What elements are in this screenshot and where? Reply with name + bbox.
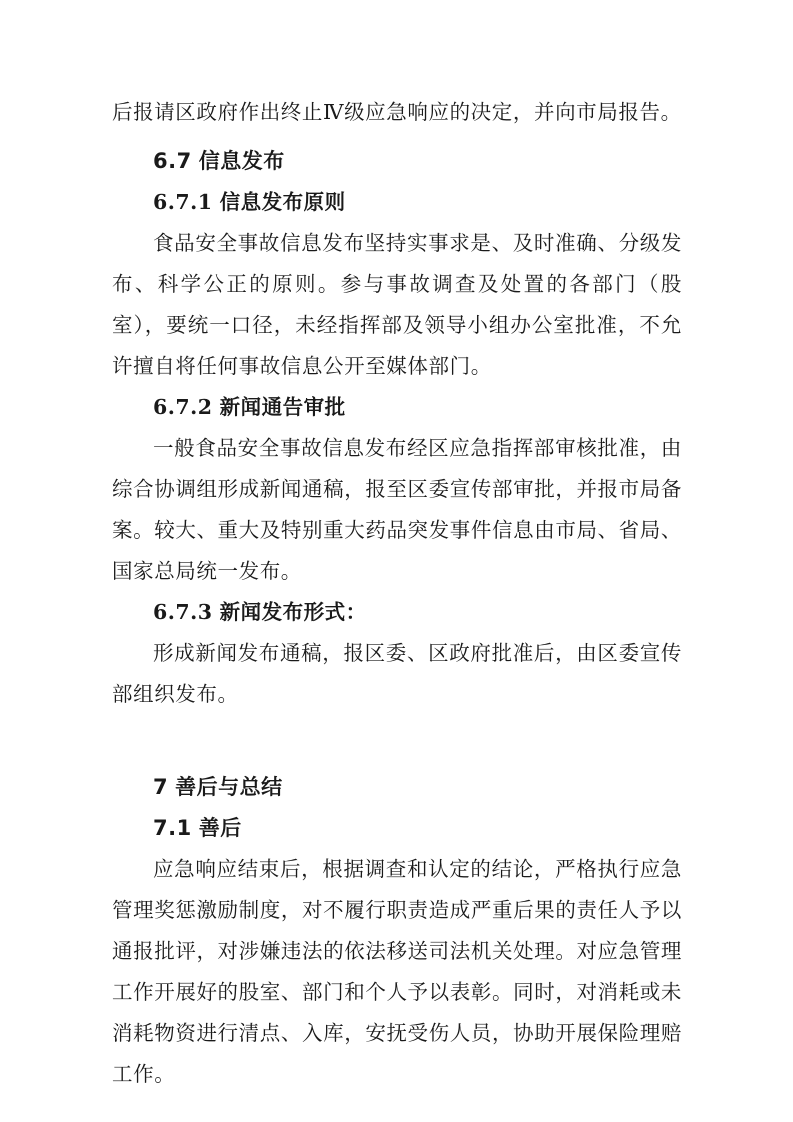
paragraph-continuation: 后报请区政府作出终止Ⅳ级应急响应的决定，并向市局报告。 xyxy=(112,100,682,124)
document-body xyxy=(112,92,682,1095)
heading-number: 6.7.3 xyxy=(153,600,213,624)
heading-number: 6.7.1 xyxy=(153,190,213,214)
paragraph-press-release-forms: 形成新闻发布通稿，报区委、区政府批准后，由区委宣传部组织发布。 xyxy=(112,641,682,706)
heading-text: 新闻通告审批 xyxy=(219,395,346,419)
heading-text: 善后与总结 xyxy=(175,775,283,799)
paragraph-press-release-approval: 一般食品安全事故信息发布经区应急指挥部审核批准，由综合协调组形成新闻通稿，报至区委宣传部审批，并报市局备案。较大、重大及特别重大药品突发事件信息由市局、省局、国家总局统一发布。 xyxy=(112,436,682,583)
section-spacer xyxy=(112,715,682,767)
heading-number: 7 xyxy=(153,775,169,799)
heading-text: 善后 xyxy=(198,816,242,840)
heading-text: 信息发布 xyxy=(198,149,285,173)
heading-number: 7.1 xyxy=(153,816,192,840)
heading-text: 信息发布原则 xyxy=(219,190,346,214)
heading-number: 6.7.2 xyxy=(153,395,213,419)
heading-aftermath-and-summary xyxy=(112,767,682,808)
paragraph-information-release-principles: 食品安全事故信息发布坚持实事求是、及时准确、分级发布、科学公正的原则。参与事故调查及处置的各部门（股室），要统一口径，未经指挥部及领导小组办公室批准，不允许擅自将任何事故信息公开至媒体部门。 xyxy=(112,231,682,378)
heading-aftermath xyxy=(112,808,682,849)
heading-press-release-forms xyxy=(112,592,682,633)
heading-information-release xyxy=(112,141,682,182)
spacer xyxy=(112,133,682,141)
heading-number: 6.7 xyxy=(153,149,192,173)
heading-press-release-approval xyxy=(112,387,682,428)
heading-information-release-principles xyxy=(112,182,682,223)
heading-text: 新闻发布形式： xyxy=(219,600,367,624)
paragraph-aftermath: 应急响应结束后，根据调查和认定的结论，严格执行应急管理奖惩激励制度，对不履行职责造成严重后果的责任人予以通报批评，对涉嫌违法的依法移送司法机关处理。对应急管理工作开展好的股室、部门和个人予以表彰。同时，对消耗或未消耗物资进行清点、入库，安抚受伤人员，协助开展保险理赔工作。 xyxy=(112,857,682,1086)
